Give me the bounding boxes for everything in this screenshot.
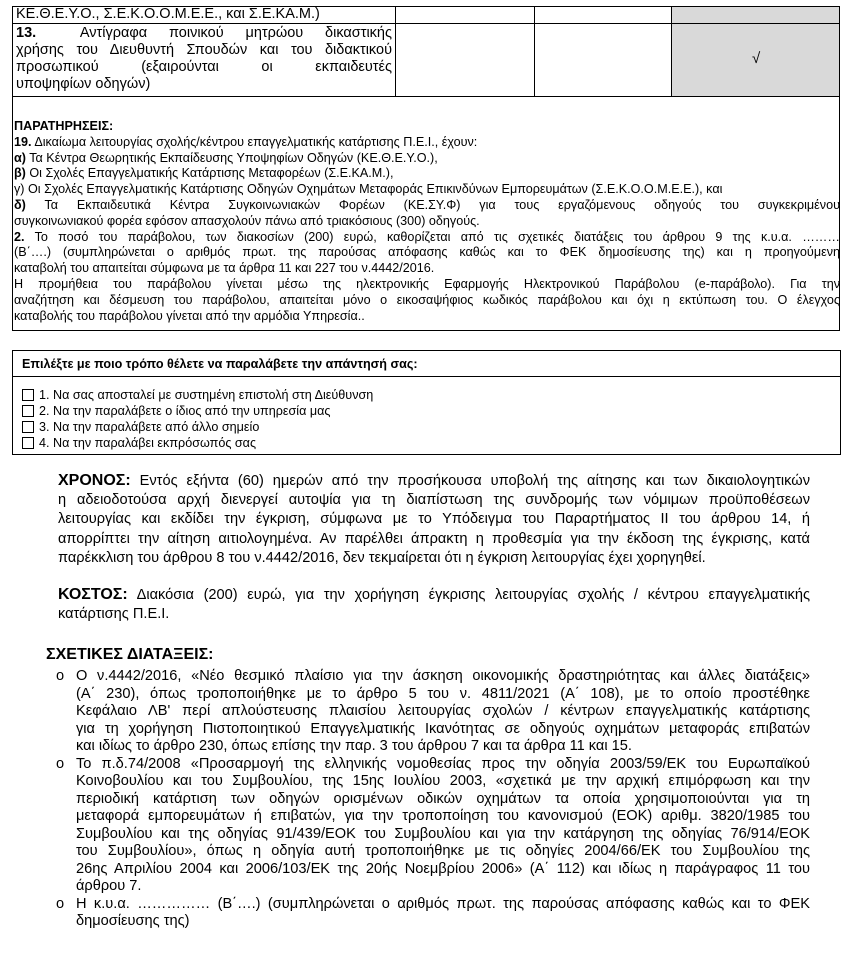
checkbox[interactable] — [22, 437, 34, 449]
checkbox[interactable] — [22, 421, 34, 433]
list-item: o Το π.δ.74/2008 «Προσαρμογή της ελληνικής νομοθεσίας προς την οδηγία 2003/59/ΕΚ του Ευρωπαϊκού Κοινοβουλίου και του Συμβουλίου, της 15ης Ιουλίου 2003, «σχετικά με την αρχική επιμόρφωση και την περιοδική κατάρτιση των οδηγών ορισμένων οδικών οχημάτων τα οποία χρησιμοποιούνται για τη μεταφορά εμπορευμάτων ή επιβατών, για την τροποποίηση του κανονισμού (ΕΟΚ) αριθμ. 3820/1985 του Συμβουλίου και της οδηγίας 91/439/ΕΟΚ του Συμβουλίου και για την κατάργηση της οδηγίας 76/914/ΕΟΚ του Συμβουλίου», όπως η οδηγία αυτή τροποποιήθηκε με τις οδηγίες 2004/66/ΕΚ του Συμβουλίου της 26ης Απριλίου 2004 και 2006/103/ΕΚ της 20ής Νοεμβρίου 2006» (Α΄ 112) και ιδίως η παράγραφος 11 του άρθρου 7. — [56, 755, 810, 894]
delivery-option-other-location[interactable]: 3. Να την παραλάβετε από άλλο σημείο — [22, 419, 259, 435]
checkbox[interactable] — [22, 405, 34, 417]
checkbox[interactable] — [22, 389, 34, 401]
delivery-option-in-person[interactable]: 2. Να την παραλάβετε ο ίδιος από την υπηρεσία μας — [22, 403, 330, 419]
time-section: ΧΡΟΝΟΣ: Εντός εξήντα (60) ημερών από την προσήκουσα υποβολή της αίτησης και των δικαιολογητικών η αδειοδοτούσα αρχή διενεργεί αυτοψία για τη διαπίστωση της συνδρομής των νόμιμων προϋποθέσεων λειτουργίας και εκδίδει την έγκριση, σύμφωνα με το Υπόδειγμα του Παραρτήματος ΙΙ του άρθρου 14, ή απορρίπτει την αίτηση αιτιολογημένα. Αν παρέλθει άπρακτη η προθεσμία για την έκδοση της έγκρισης, κατά παρέκκλιση του άρθρου 8 του ν.4442/2016, δεν τεκμαίρεται ότι η έγκριση λειτουργίας έχει χορηγηθεί. — [58, 472, 810, 566]
list-item: o Η κ.υ.α. …………… (Β΄….) (συμπληρώνεται ο αριθμός πρωτ. της παρούσας απόφασης καθώς και το ΦΕΚ δημοσίευσης της) — [56, 895, 810, 929]
delivery-method-title: Επιλέξτε με ποιο τρόπο θέλετε να παραλάβετε την απάντησή σας: — [22, 357, 418, 371]
delivery-option-registered-mail[interactable]: 1. Να σας αποσταλεί με συστημένη επιστολή στη Διεύθυνση — [22, 387, 373, 403]
delivery-option-representative[interactable]: 4. Να την παραλάβει εκπρόσωπός σας — [22, 435, 256, 451]
row13-number: 13. — [16, 25, 37, 41]
remarks-section: ΠΑΡΑΤΗΡΗΣΕΙΣ: 19. Δικαίωμα λειτουργίας σχολής/κέντρου επαγγελματικής κατάρτισης Π.Ε.Ι., έχουν: α) Τα Κέντρα Θεωρητικής Εκπαίδευσης Υποψηφίων Οδηγών (ΚΕ.Θ.Ε.Υ.Ο.), β) Οι Σχολές Επαγγελματικής Κατάρτισης Μεταφορέων (Σ.Ε.ΚΑ.Μ.), γ) Οι Σχολές Επαγγελματικής Κατάρτισης Οδηγών Οχημάτων Μεταφοράς Επικινδύνων Εμπορευμάτων (Σ.Ε.Κ.Ο.Ο.Μ.Ε.Ε.), και δ) Τα Εκπαιδευτικά Κέντρα Συγκοινωνιακών Φορέων (ΚΕ.ΣΥ.Φ) για τους εργαζόμενους οδηγούς του συγκεκριμένου συγκοινωνιακού φορέα εφόσον απασχολούν πάνω από τριακόσιους (300) οδηγούς. 2. Το ποσό του παράβολου, των διακοσίων (200) ευρώ, καθορίζεται από τις σχετικές διατάξεις του άρθρου 9 της κ.υ.α. ……… (Β΄….) (συμπληρώνεται ο αριθμός πρωτ. της παρούσας απόφασης καθώς και το ΦΕΚ δημοσίευσης της) και η προηγούμενη καταβολή του απαιτείται σύμφωνα με τα άρθρα 11 και 227 του ν.4442/2016. Η προμήθεια του παράβολου γίνεται μέσω της ηλεκτρονικής Εφαρμογής Ηλεκτρονικού Παράβολου (e-παράβολο). Για την αναζήτηση και δέσμευση του παράβολου, απαιτείται μόνο ο εικοσαψήφιος κωδικός παράβολου και όχι η εκτύπωση του. Ο έλεγχος καταβολής του παράβολου γίνεται από την αρμόδια Υπηρεσία.. — [14, 119, 840, 323]
cost-section: ΚΟΣΤΟΣ: Διακόσια (200) ευρώ, για την χορήγηση έγκρισης λειτουργίας σχολής / κέντρου επαγγελματικής κατάρτισης Π.Ε.Ι. — [58, 586, 810, 623]
remarks-title: ΠΑΡΑΤΗΡΗΣΕΙΣ: — [14, 119, 114, 133]
list-item: o Ο ν.4442/2016, «Νέο θεσμικό πλαίσιο για την άσκηση οικονομικής δραστηριότητας και άλλες διατάξεις» (Α΄ 230), όπως τροποποιήθηκε με το άρθρο 5 του ν. 4811/2021 (Α΄ 108), με το οποίο προστέθηκε Κεφάλαιο ΛΒ' περί απλούστευσης πλαισίου λειτουργίας σχολών / κέντρων επαγγελματικής κατάρτισης για τη χορήγηση Πιστοποιητικού Επαγγελματικής Ικανότητας σε οδηγούς οχημάτων μεταφοράς επιβατών και ιδίως το άρθρο 230, όπως επίσης την παρ. 3 του άρθρου 7 και τα άρθρα 11 και 15. — [56, 668, 810, 754]
delivery-method-box — [12, 350, 841, 455]
cost-label: ΚΟΣΤΟΣ: — [58, 586, 128, 603]
provisions-list — [56, 668, 810, 931]
row12-text: ΚΕ.Θ.Ε.Υ.Ο., Σ.Ε.Κ.Ο.Ο.Μ.Ε.Ε., και Σ.Ε.ΚΑ.Μ.) — [16, 6, 320, 22]
provisions-title: ΣΧΕΤΙΚΕΣ ΔΙΑΤΑΞΕΙΣ: — [46, 646, 214, 663]
shaded-cell-row12 — [672, 7, 839, 23]
row13-text: 13. Αντίγραφα ποινικού μητρώου δικαστικής χρήσης του Διευθυντή Σπουδών και του διδακτικού προσωπικού (εξαιρούνται οι εκπαιδευτές υποψηφίων οδηγών) — [16, 25, 392, 92]
delivery-method-header — [13, 351, 840, 377]
time-label: ΧΡΟΝΟΣ: — [58, 472, 131, 489]
row13-check-mark: √ — [752, 50, 761, 67]
